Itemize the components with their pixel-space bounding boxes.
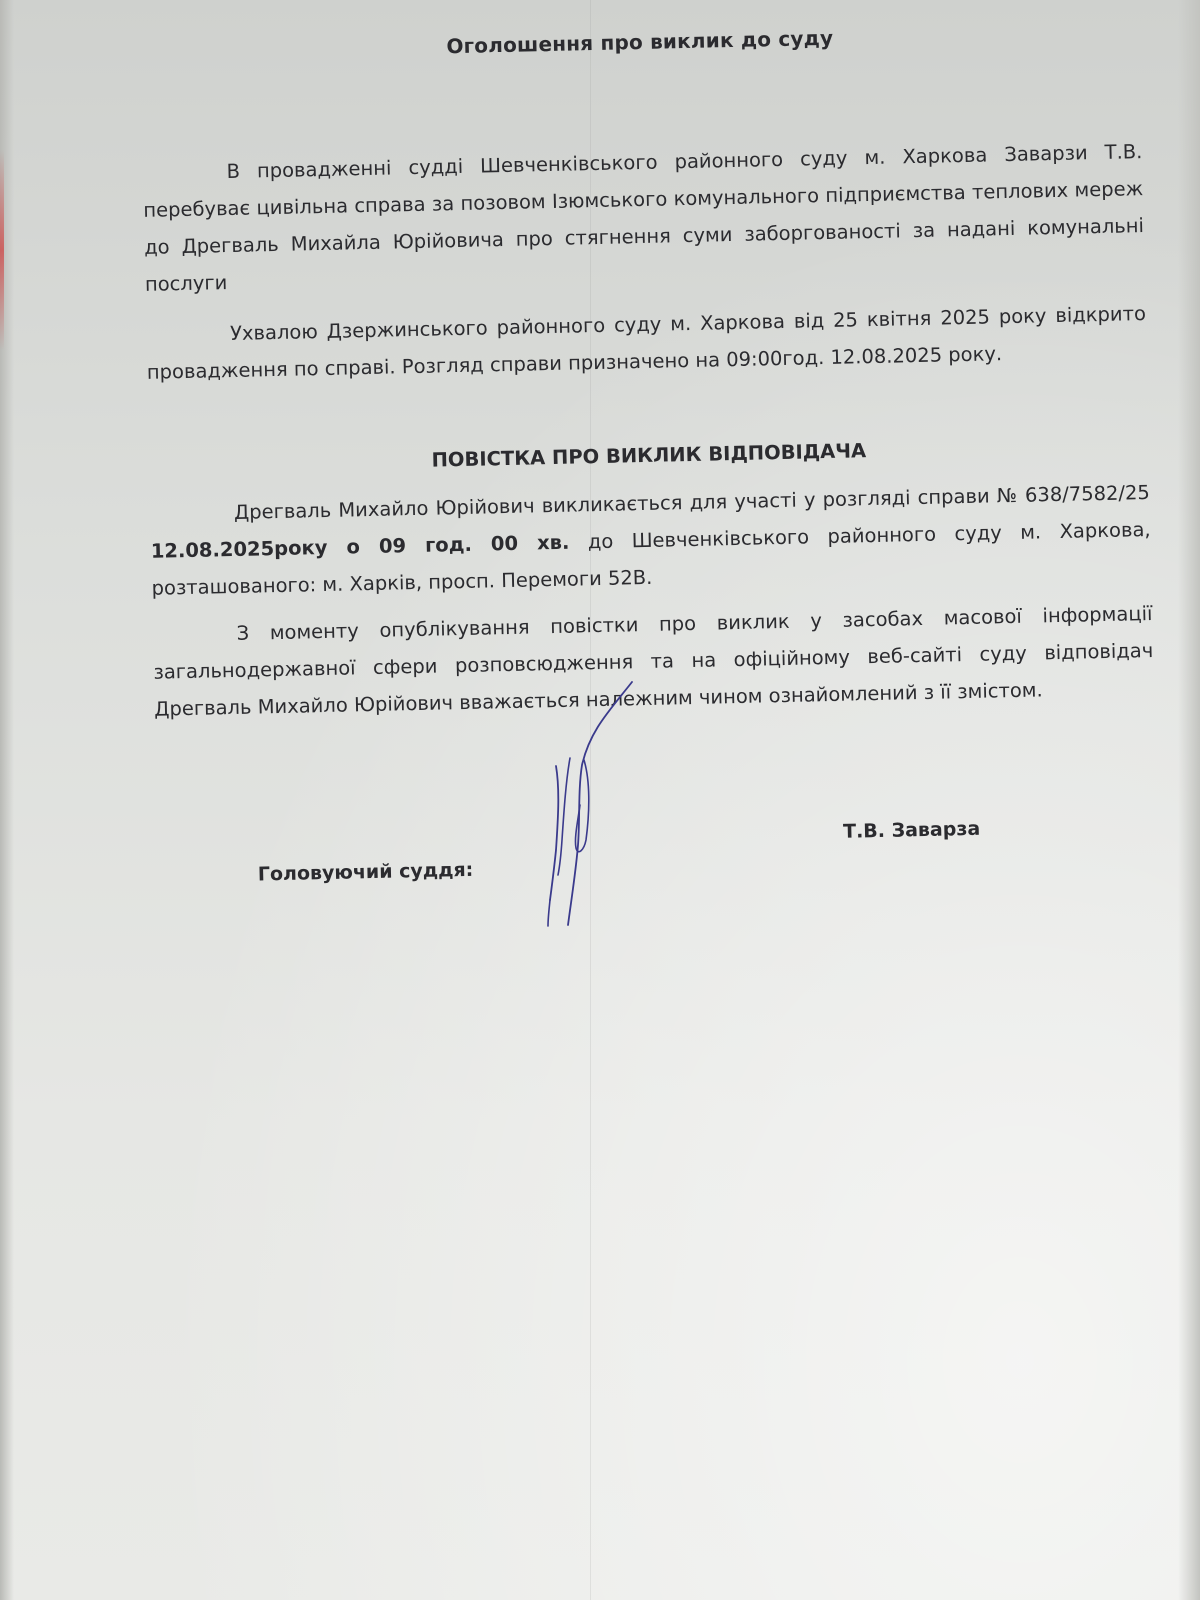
paragraph-publication-notice: З моменту опублікування повістки про виклик у засобах масової інформації загальнодержавної сфери розповсюдження та на офіційному веб-сайті суду відповідач Дрегваль Михайло Юрійович вважається належним чином ознайомлений з її змістом.: [153, 601, 1154, 721]
summons-text-end: до Шевченківського районного суду м. Харкова, розташованого: м. Харків, просп. Перемоги 52В.: [151, 517, 1151, 600]
signature-block: [157, 814, 1159, 916]
red-mark: [0, 150, 4, 350]
document-title: Оголошення про виклик до суду: [446, 25, 834, 59]
paragraph-summons: [150, 474, 1152, 607]
paragraph-ruling: Ухвалою Дзержинського районного суду м. Харкова від 25 квітня 2025 року відкрито провадження по справі. Розгляд справи призначено на 09:00год. 12.08.2025 року.: [146, 302, 1147, 384]
paper-edge-right: [1178, 0, 1200, 1600]
presiding-judge-label: Головуючий суддя:: [257, 858, 474, 886]
paragraph-case-info: В провадженні судді Шевченківського районного суду м. Харкова Заварзи Т.В. перебуває цивільна справа за позовом Ізюмського комунального підприємства теплових мереж до Дрегваль Михайла Юрійовича про стягнення суми заборгованості за надані комунальні послуги: [143, 140, 1145, 296]
summons-date-time: 12.08.2025року о 09 год. 00 хв.: [150, 530, 570, 563]
summons-heading: ПОВІСТКА ПРО ВИКЛИК ВІДПОВІДАЧА: [431, 439, 867, 472]
handwritten-signature: [520, 670, 650, 950]
judge-name: Т.В. Заварза: [842, 817, 981, 843]
summons-text-start: Дрегваль Михайло Юрійович викликається для участі у розгляді справи № 638/7582/25: [233, 480, 1151, 524]
